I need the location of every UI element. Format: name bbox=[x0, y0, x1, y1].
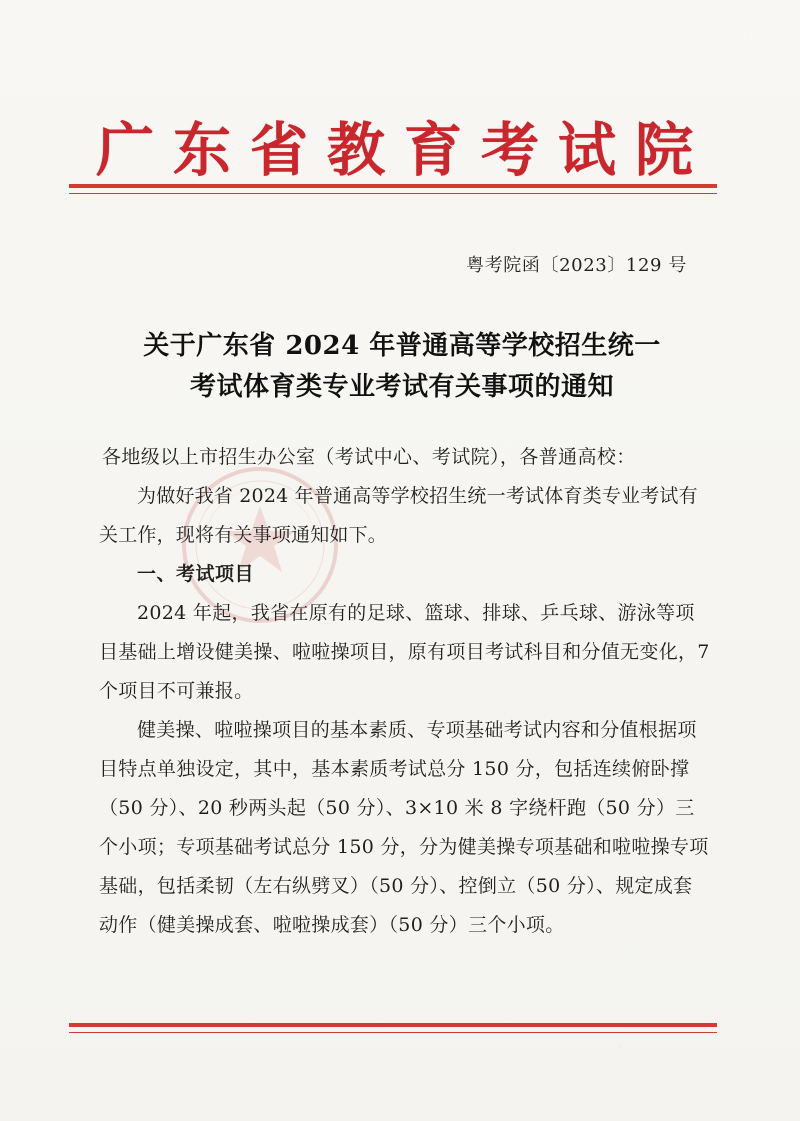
organization-title: 广东省教育考试院 bbox=[95, 116, 712, 184]
intro-paragraph-text: 为做好我省 2024 年普通高等学校招生统一考试体育类专业考试有关工作，现将有关事项通知如下。 bbox=[99, 485, 698, 546]
footer-rule-thin bbox=[69, 1032, 717, 1033]
notice-title bbox=[84, 326, 720, 408]
salutation: 各地级以上市招生办公室（考试中心、考试院），各普通高校： bbox=[102, 446, 636, 468]
header-rule-thick bbox=[69, 184, 717, 188]
exam-items-paragraph bbox=[99, 594, 711, 711]
paper-speck bbox=[22, 844, 23, 845]
section-heading-exam-items: 一、考试项目 bbox=[137, 563, 255, 585]
notice-title-line-1: 关于广东省 2024 年普通高等学校招生统一 bbox=[143, 331, 661, 361]
scoring-paragraph bbox=[99, 711, 711, 945]
paper-speck bbox=[748, 34, 749, 35]
notice-content bbox=[99, 438, 711, 945]
exam-items-paragraph-text: 2024 年起，我省在原有的足球、篮球、排球、乒乓球、游泳等项目基础上增设健美操、啦啦操项目，原有项目考试科目和分值无变化，7 个项目不可兼报。 bbox=[99, 602, 710, 702]
intro-paragraph bbox=[99, 477, 711, 555]
paper-speck bbox=[620, 1047, 621, 1048]
footer-rule-thick bbox=[69, 1023, 717, 1027]
scoring-paragraph-text: 健美操、啦啦操项目的基本素质、专项基础考试内容和分值根据项目特点单独设定，其中，基本素质考试总分 150 分，包括连续俯卧撑（50 分）、20 秒两头起（50 分）、3×10 米 8 字绕杆跑（50 分）三个小项；专项基础考试总分 150 分，分为健美操专项基础和啦啦操专项基础，包括柔韧（左右纵劈叉）（50 分）、控倒立（50 分）、规定成套动作（健美操成套、啦啦操成套）（50 分）三个小项。 bbox=[99, 719, 709, 936]
notice-title-line-2: 考试体育类专业考试有关事项的通知 bbox=[189, 372, 614, 402]
header-rule-thin bbox=[69, 193, 717, 194]
document-number: 粤考院函〔2023〕129 号 bbox=[466, 255, 687, 276]
